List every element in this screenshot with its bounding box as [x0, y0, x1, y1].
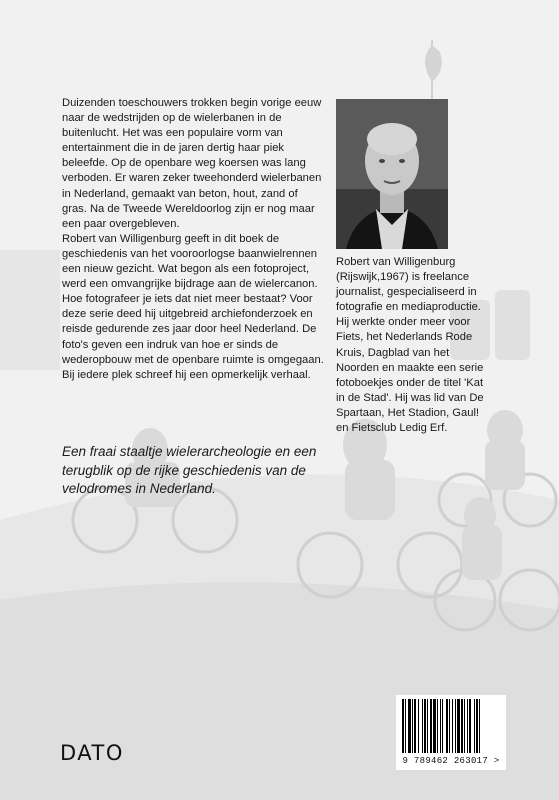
barcode-icon	[398, 697, 504, 755]
description-paragraph-1: Duizenden toeschouwers trokken begin vorige eeuw naar de wedstrijden op de wielerbanen in de buitenlucht. Het was een populaire vorm van entertainment die in de jaren dertig haar piek beleefde. Op de openbare weg koersen was lang verboden. Er waren zeker tweehonderd wielerbanen in Nederland, gemaakt van beton, hout, zand of gras. Na de Tweede Wereldoorlog zijn er nog maar een paar overgebleven.	[62, 97, 322, 230]
description-text	[62, 96, 324, 383]
description-paragraph-3: Hoe fotografeer je iets dat niet meer bestaat? Voor deze serie deed hij uitgebreid archiefonderzoek en reisde gedurende zes jaar door heel Nederland. De foto's geven een indruk van hoe er sinds de wederopbouw met de openbare ruimte is omgegaan. Bij iedere plek schreef hij een opmerkelijk verhaal.	[62, 293, 324, 381]
author-photo	[336, 99, 448, 249]
description-paragraph-2: Robert van Willigenburg geeft in dit boek de geschiedenis van het vooroorlogse baanwielrennen een nieuw gezicht. Wat begon als een fotoproject, werd een omvangrijke bijdrage aan de wielercanon.	[62, 232, 318, 291]
barcode	[396, 695, 506, 770]
tagline: Een fraai staaltje wielerarcheologie en een terugblik op de rijke geschiedenis van de velodromes in Nederland.	[62, 444, 317, 496]
publisher-logo: DATO	[60, 741, 124, 765]
isbn-number: 9 789462 263017 >	[402, 756, 500, 766]
author-bio: Robert van Willigenburg (Rijswijk,1967) is freelance journalist, gespecialiseerd in fotografie en mediaproductie. Hij werkte onder meer voor Fiets, het Nederlands Rode Kruis, Dagblad van het Noorden en maakte een serie fotoboekjes onder de titel 'Kat in de Stad'. Hij was lid van De Spartaan, Het Stadion, Gaul! en Fietsclub Ledig Erf.	[336, 256, 484, 435]
author-portrait-icon	[336, 99, 448, 249]
